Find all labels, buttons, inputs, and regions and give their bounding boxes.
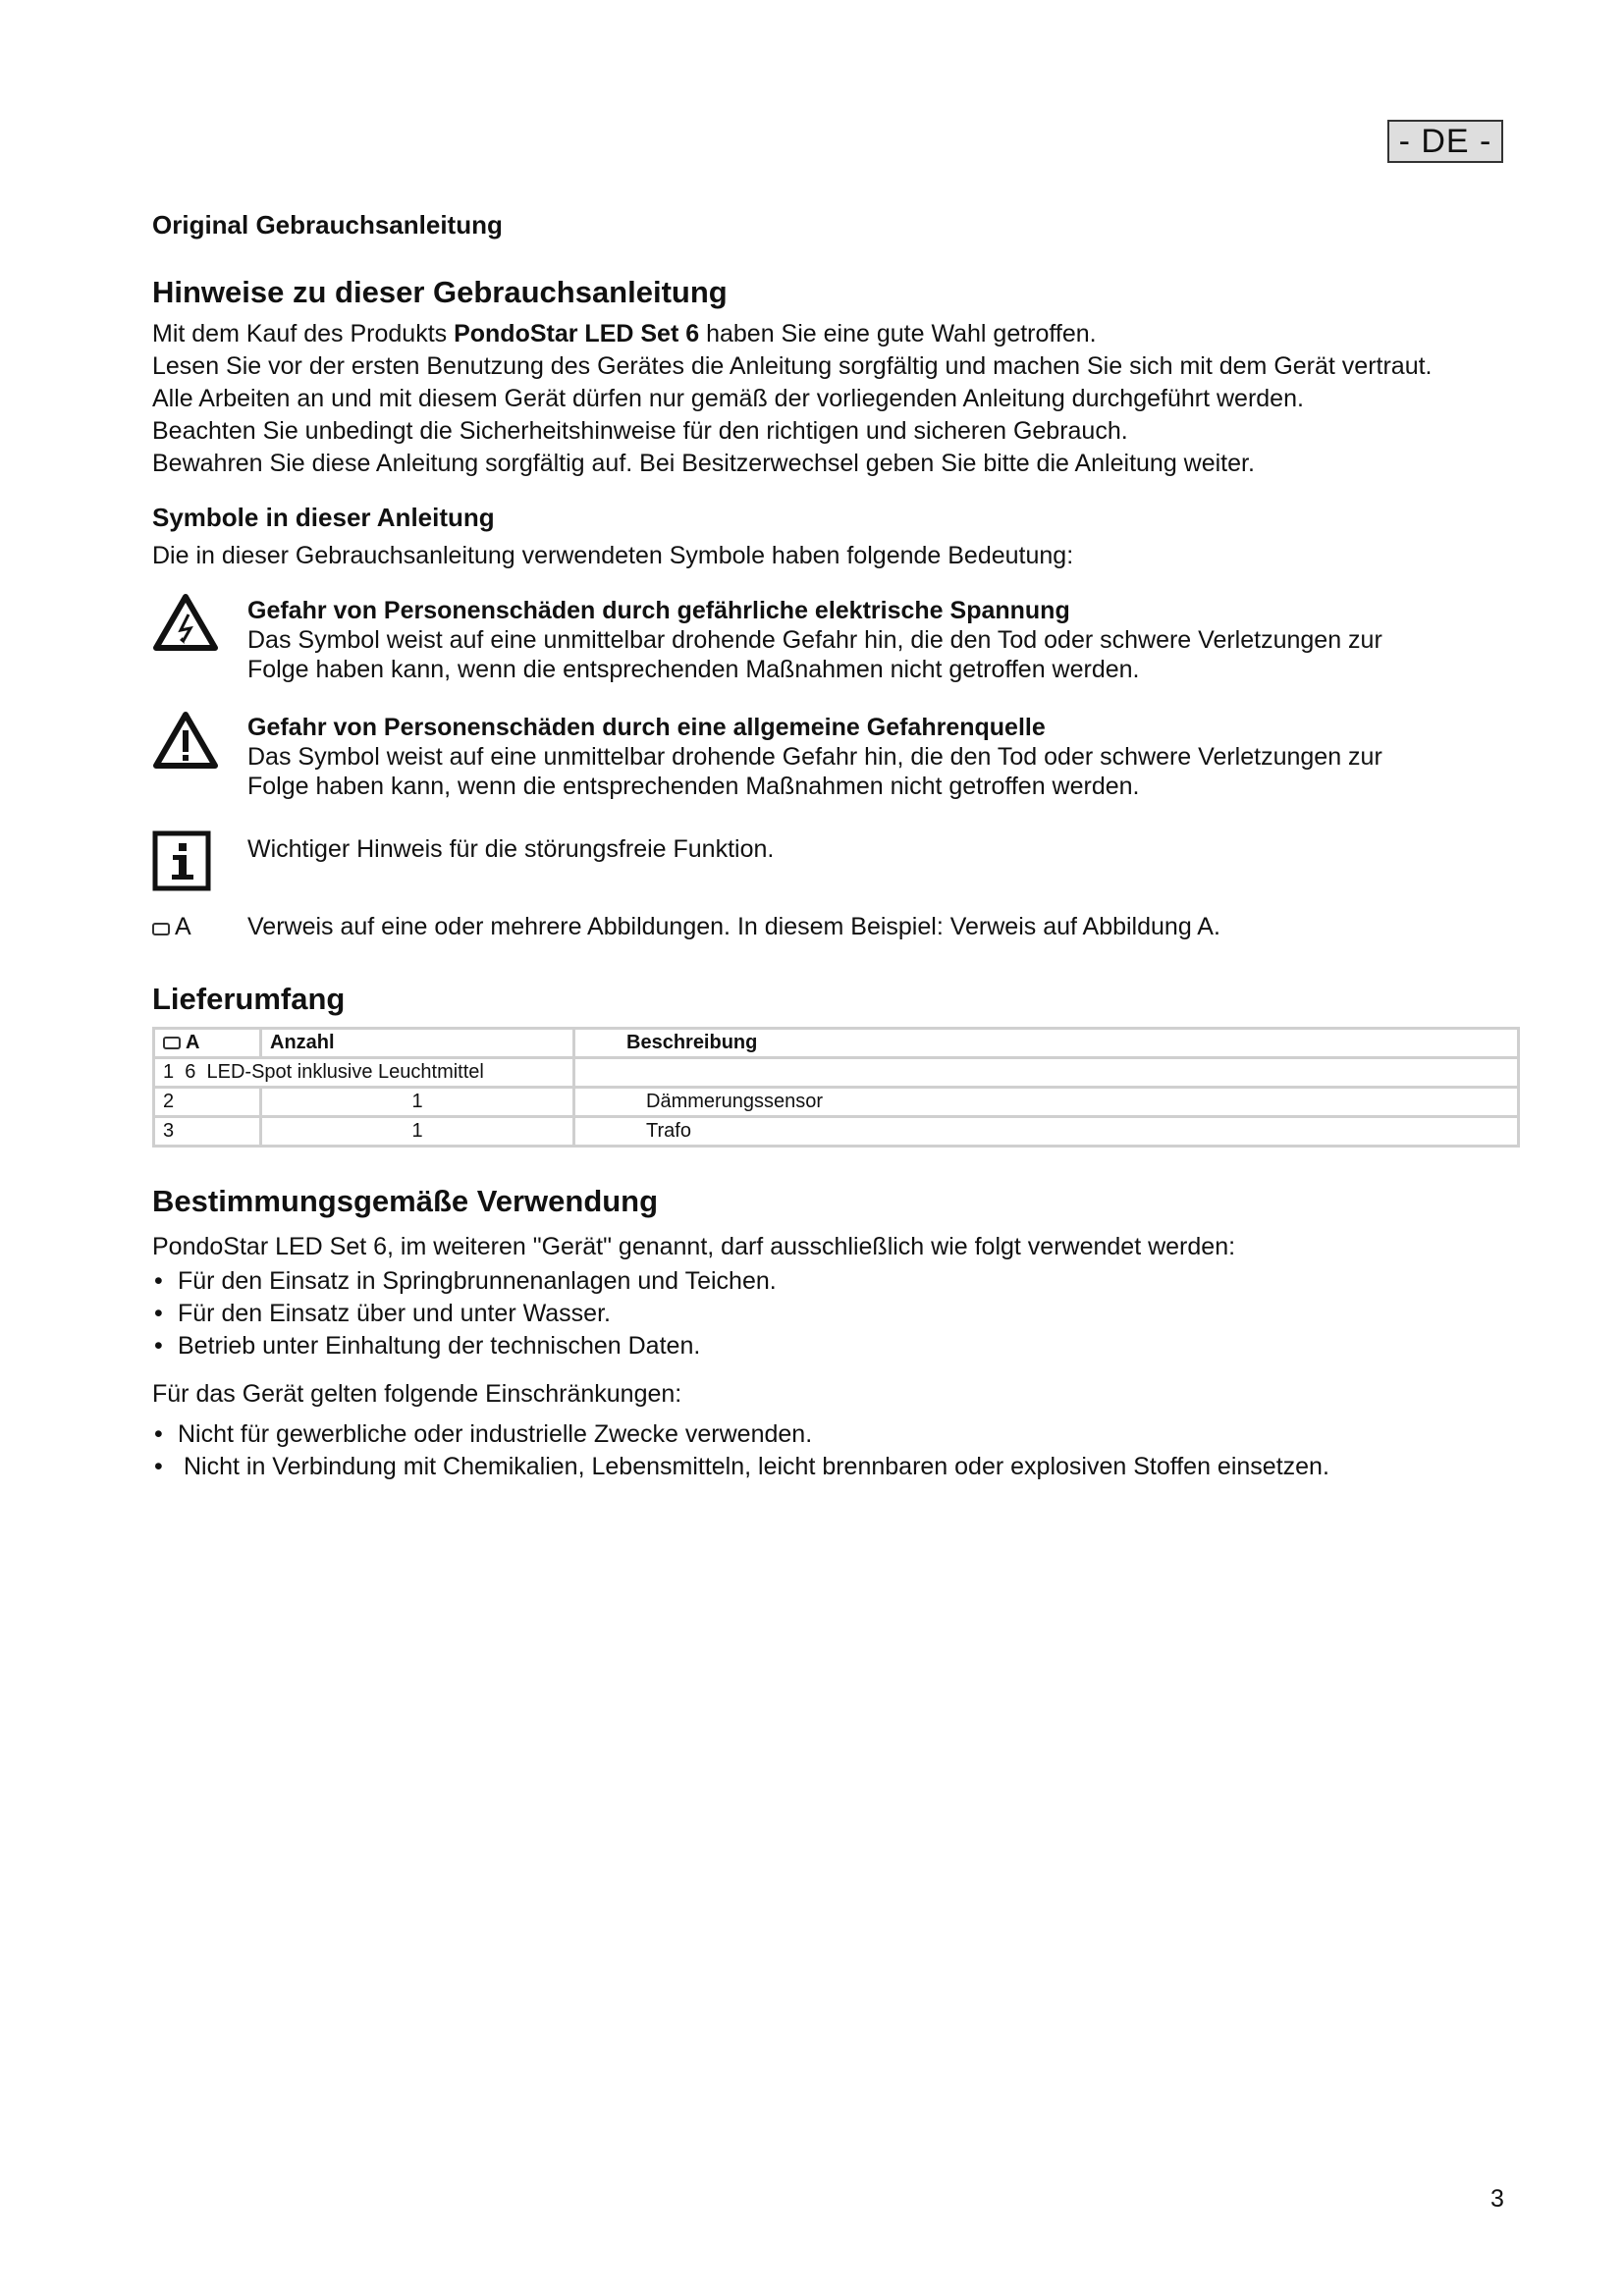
table-row bbox=[154, 1088, 1519, 1117]
info-icon bbox=[152, 830, 211, 896]
intended-use-heading: Bestimmungsgemäße Verwendung bbox=[152, 1184, 659, 1218]
general-warning-line: Das Symbol weist auf eine unmittelbar drohende Gefahr hin, die den Tod oder schwere Verletzungen zur bbox=[247, 743, 1382, 771]
table-row bbox=[154, 1117, 1519, 1147]
intended-use-intro: PondoStar LED Set 6, im weiteren "Gerät" genannt, darf ausschließlich wie folgt verwendet werden: bbox=[152, 1233, 1236, 1260]
general-warning-text bbox=[247, 713, 1382, 801]
symbols-intro: Die in dieser Gebrauchsanleitung verwendeten Symbole haben folgende Bedeutung: bbox=[152, 542, 1074, 569]
table-cell-a: 2 bbox=[154, 1088, 261, 1117]
electric-warning-line: Das Symbol weist auf eine unmittelbar drohende Gefahr hin, die den Tod oder schwere Verletzungen zur bbox=[247, 626, 1382, 654]
list-item: • Nicht in Verbindung mit Chemikalien, Lebensmitteln, leicht brennbaren oder explosiven Stoffen einsetzen. bbox=[152, 1451, 1527, 1483]
hints-paragraph: Alle Arbeiten an und mit diesem Gerät dürfen nur gemäß der vorliegenden Anleitung durchgeführt werden. bbox=[152, 385, 1304, 412]
hints-paragraph: Bewahren Sie diese Anleitung sorgfältig auf. Bei Besitzerwechsel geben Sie bitte die Anleitung weiter. bbox=[152, 450, 1255, 477]
list-item: • Nicht für gewerbliche oder industrielle Zwecke verwenden. bbox=[152, 1418, 1527, 1451]
table-cell-beschreibung: Dämmerungssensor bbox=[574, 1088, 1519, 1117]
table-cell bbox=[574, 1058, 1519, 1088]
general-warning-line: Folge haben kann, wenn die entsprechenden Maßnahmen nicht getroffen werden. bbox=[247, 773, 1140, 800]
scope-table bbox=[152, 1027, 1520, 1148]
intro-before: Mit dem Kauf des Produkts bbox=[152, 320, 455, 347]
hints-paragraph: Lesen Sie vor der ersten Benutzung des Gerätes die Anleitung sorgfältig und machen Sie sich mit dem Gerät vertraut. bbox=[152, 352, 1433, 380]
figure-box-icon bbox=[152, 923, 170, 935]
uses-list bbox=[152, 1265, 1527, 1362]
hints-intro bbox=[152, 318, 1527, 350]
table-cell-merged: 1 6 LED-Spot inklusive Leuchtmittel bbox=[154, 1058, 574, 1088]
product-name: PondoStar LED Set 6 bbox=[454, 320, 700, 347]
figure-reference-text: Verweis auf eine oder mehrere Abbildungen. In diesem Beispiel: Verweis auf Abbildung A. bbox=[247, 913, 1220, 940]
general-warning-icon bbox=[152, 711, 219, 774]
hints-paragraph: Beachten Sie unbedingt die Sicherheitshinweise für den richtigen und sicheren Gebrauch. bbox=[152, 417, 1128, 445]
figure-ref-label: A bbox=[175, 913, 191, 940]
restrictions-list bbox=[152, 1418, 1527, 1483]
hints-body bbox=[152, 318, 1527, 480]
table-cell-anzahl: 1 bbox=[261, 1088, 574, 1117]
table-header-row bbox=[154, 1029, 1519, 1058]
beschreibung-header: Beschreibung bbox=[574, 1029, 1519, 1058]
document-title: Original Gebrauchsanleitung bbox=[152, 210, 503, 240]
electric-warning-title: Gefahr von Personenschäden durch gefährliche elektrische Spannung bbox=[247, 597, 1070, 624]
symbols-heading: Symbole in dieser Anleitung bbox=[152, 503, 495, 532]
table-cell-beschreibung: Trafo bbox=[574, 1117, 1519, 1147]
list-item: • Für den Einsatz in Springbrunnenanlagen und Teichen. bbox=[152, 1265, 1527, 1298]
table-cell-a: 3 bbox=[154, 1117, 261, 1147]
intro-after: haben Sie eine gute Wahl getroffen. bbox=[699, 320, 1097, 347]
intended-use-body bbox=[152, 1231, 1527, 1483]
electric-warning-text bbox=[247, 596, 1382, 684]
anzahl-header: Anzahl bbox=[261, 1029, 574, 1058]
restrictions-intro: Für das Gerät gelten folgende Einschränkungen: bbox=[152, 1380, 682, 1408]
general-warning-title: Gefahr von Personenschäden durch eine allgemeine Gefahrenquelle bbox=[247, 714, 1046, 741]
hints-heading: Hinweise zu dieser Gebrauchsanleitung bbox=[152, 275, 728, 309]
electric-warning-icon bbox=[152, 593, 219, 657]
info-text: Wichtiger Hinweis für die störungsfreie Funktion. bbox=[247, 835, 775, 863]
figure-box-icon bbox=[163, 1037, 181, 1049]
page-number: 3 bbox=[1490, 2185, 1504, 2213]
electric-warning-line: Folge haben kann, wenn die entsprechenden Maßnahmen nicht getroffen werden. bbox=[247, 656, 1140, 683]
list-item: • Für den Einsatz über und unter Wasser. bbox=[152, 1298, 1527, 1330]
scope-heading: Lieferumfang bbox=[152, 982, 346, 1016]
language-tag: - DE - bbox=[1387, 120, 1503, 163]
figure-reference-symbol bbox=[152, 911, 191, 943]
table-row bbox=[154, 1058, 1519, 1088]
table-cell-anzahl: 1 bbox=[261, 1117, 574, 1147]
list-item: • Betrieb unter Einhaltung der technischen Daten. bbox=[152, 1330, 1527, 1362]
col-a-header: A bbox=[154, 1029, 261, 1058]
